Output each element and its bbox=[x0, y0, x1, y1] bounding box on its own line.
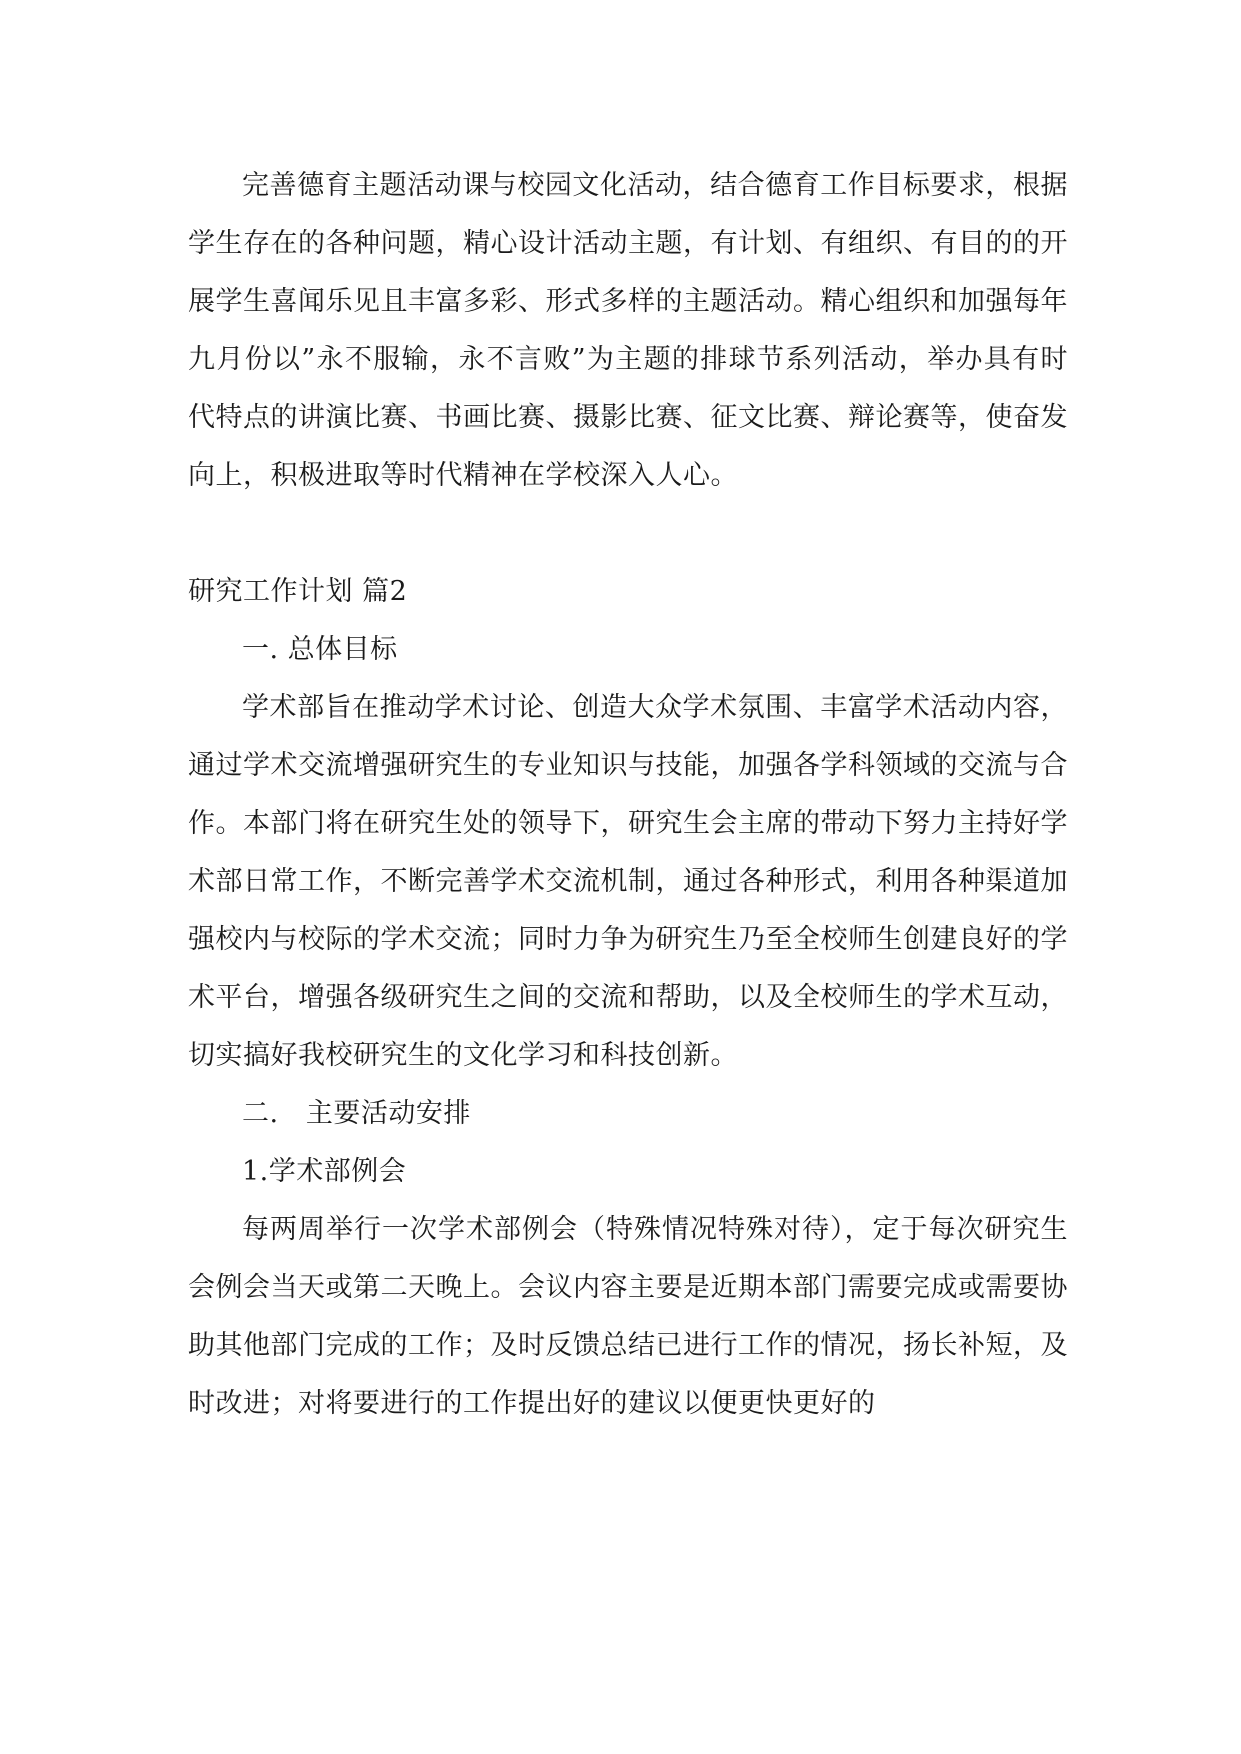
heading-main-activities: 二. 主要活动安排 bbox=[242, 1098, 471, 1129]
heading-regular-meeting: 1.学术部例会 bbox=[242, 1156, 407, 1187]
paragraph-moral-education: 完善德育主题活动课与校园文化活动，结合德育工作目标要求，根据学生存在的各种问题，精心设计活动主题，有计划、有组织、有目的的开展学生喜闻乐见且丰富多彩、形式多样的主题活动。精心组织和加强每年九月份以”永不服输，永不言败”为主题的排球节系列活动，举办具有时代特点的讲演比赛、书画比赛、摄影比赛、征文比赛、辩论赛等，使奋发向上，积极进取等时代精神在学校深入人心。 bbox=[188, 170, 1068, 491]
paragraph-meeting-details: 每两周举行一次学术部例会（特殊情况特殊对待），定于每次研究生会例会当天或第二天晚上。会议内容主要是近期本部门需要完成或需要协助其他部门完成的工作；及时反馈总结已进行工作的情况，扬长补短，及时改进；对将要进行的工作提出好的建议以便更快更好的 bbox=[188, 1214, 1068, 1419]
section-title: 研究工作计划 篇2 bbox=[188, 576, 408, 607]
heading-overall-goal: 一. 总体目标 bbox=[242, 634, 398, 665]
paragraph-academic-department: 学术部旨在推动学术讨论、创造大众学术氛围、丰富学术活动内容，通过学术交流增强研究生的专业知识与技能，加强各学科领域的交流与合作。本部门将在研究生处的领导下，研究生会主席的带动下努力主持好学术部日常工作，不断完善学术交流机制，通过各种形式，利用各种渠道加强校内与校际的学术交流；同时力争为研究生乃至全校师生创建良好的学术平台，增强各级研究生之间的交流和帮助，以及全校师生的学术互动，切实搞好我校研究生的文化学习和科技创新。 bbox=[188, 692, 1068, 1071]
document-body bbox=[188, 157, 1068, 1433]
